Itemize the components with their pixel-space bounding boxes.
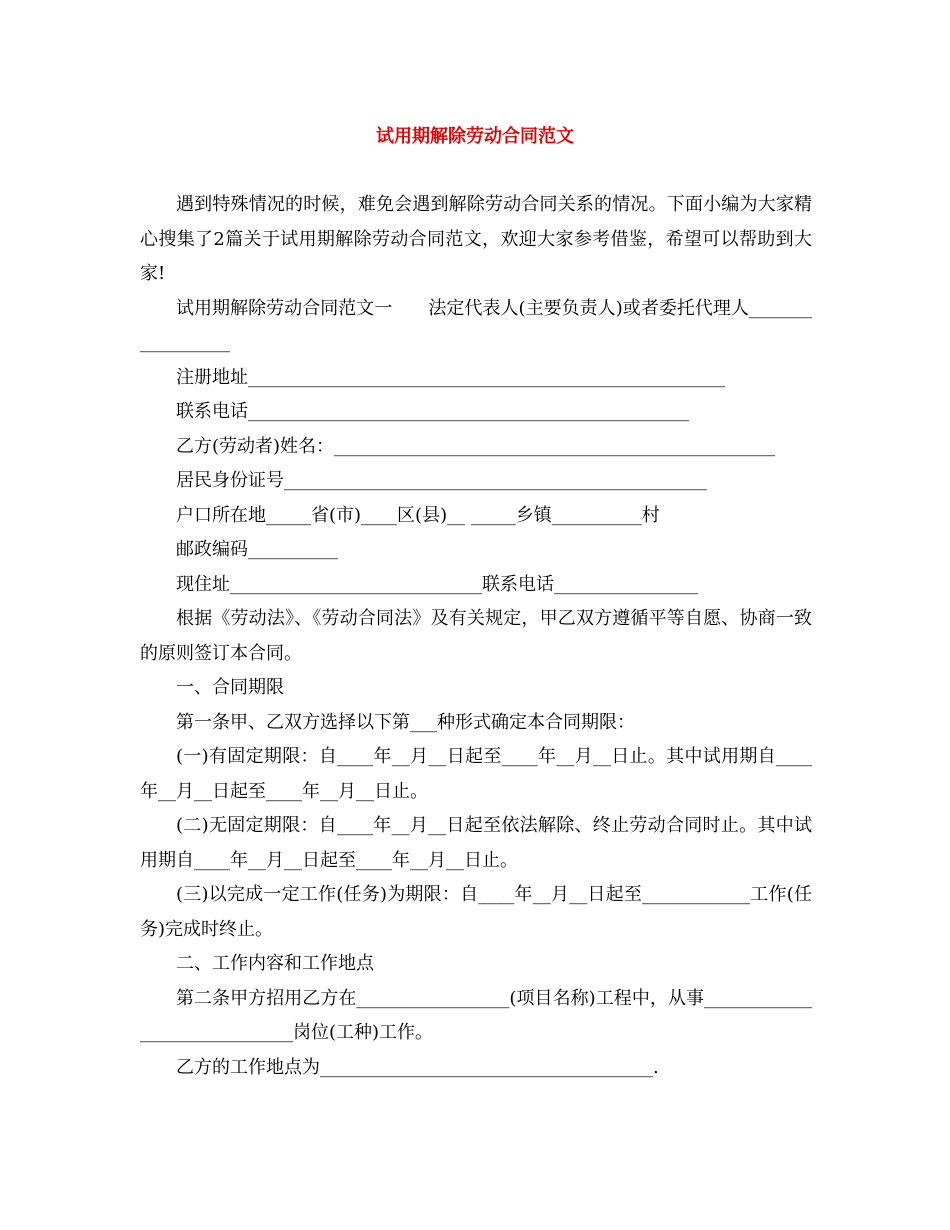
article-one-line: 第一条甲、乙双方选择以下第___种形式确定本合同期限：: [176, 711, 635, 733]
contract-term-heading: 一、合同期限: [176, 677, 284, 698]
document-body: [140, 188, 812, 1085]
work-content-heading: 二、工作内容和工作地点: [176, 953, 374, 974]
fixed-term-paragraph: (一)有固定期限：自____年__月__日起至____年__月__日止。其中试用期自____年__月__日起至____年__月__日止。: [140, 746, 812, 802]
document-title: 试用期解除劳动合同范文: [376, 126, 574, 147]
intro-paragraph: 遇到特殊情况的时候，难免会遇到解除劳动合同关系的情况。下面小编为大家精心搜集了2篇关于试用期解除劳动合同范文，欢迎大家参考借鉴，希望可以帮助到大家!: [140, 194, 812, 284]
id-number-line: 居民身份证号_______________________________________________: [176, 470, 707, 491]
task-term-paragraph: (三)以完成一定工作(任务)为期限：自____年__月__日起至____________工作(任务)完成时终止。: [140, 884, 812, 940]
legal-basis-paragraph: 根据《劳动法》、《劳动合同法》及有关规定，甲乙双方遵循平等自愿、协商一致的原则签订本合同。: [140, 608, 812, 664]
registered-address-line: 注册地址_____________________________________________________: [176, 366, 725, 388]
employee-name-line: 乙方(劳动者)姓名：_________________________________________________: [176, 435, 776, 457]
current-address-line: 现住址____________________________联系电话________________: [176, 573, 698, 595]
open-term-paragraph: (二)无固定期限：自____年__月__日起至依法解除、终止劳动合同时止。其中试用期自____年__月__日起至____年__月__日止。: [140, 815, 812, 871]
household-registration-line: 户口所在地_____省(市)____区(县)__ _____乡镇__________村: [176, 504, 660, 526]
section-heading-sample-one: 试用期解除劳动合同范文一 法定代表人(主要负责人)或者委托代理人_________________: [140, 297, 812, 353]
postal-code-line: 邮政编码__________: [176, 539, 338, 560]
contact-phone-line: 联系电话_________________________________________________: [176, 401, 689, 422]
work-location-line: 乙方的工作地点为_____________________________________.: [176, 1056, 659, 1078]
article-two-paragraph: 第二条甲方招用乙方在_________________(项目名称)工程中，从事_____________________________岗位(工种)工作。: [140, 987, 812, 1043]
